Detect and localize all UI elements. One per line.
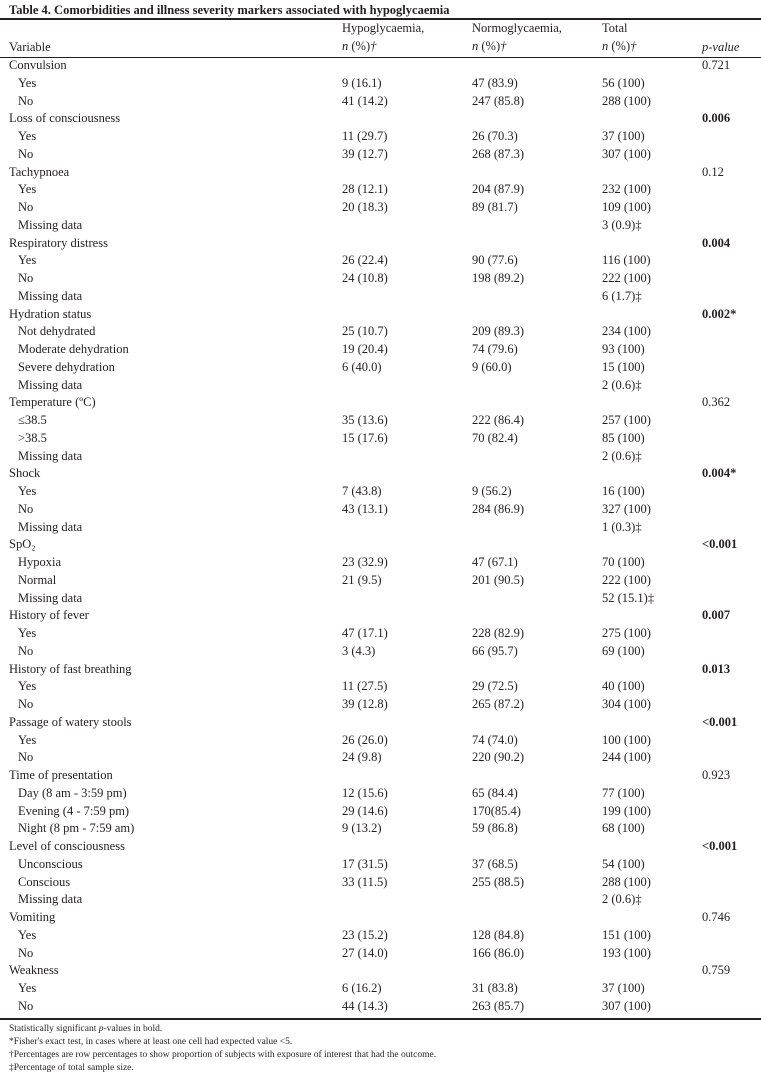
- row-label: Hydration status: [9, 306, 92, 321]
- header-total-title: Total: [602, 21, 628, 35]
- row-label: No: [18, 750, 34, 765]
- row-label: No: [18, 998, 34, 1013]
- table-row: [0, 448, 761, 466]
- total-cell: 151 (100): [602, 927, 651, 942]
- table-row: [0, 980, 761, 998]
- total-cell: 222 (100): [602, 271, 651, 285]
- p-value-cell: 0.004*: [702, 466, 737, 481]
- row-label: Yes: [18, 253, 37, 268]
- p-value-cell: 0.013: [702, 661, 731, 676]
- total-cell: 2 (0.6)‡: [602, 448, 642, 463]
- total-cell: 109 (100): [602, 200, 651, 214]
- table-row: [0, 749, 761, 767]
- p-value-cell: 0.721: [702, 58, 731, 72]
- total-cell: 232 (100): [602, 182, 651, 197]
- hypoglycaemia-cell: 44 (14.3): [342, 998, 388, 1013]
- hypoglycaemia-cell: 26 (26.0): [342, 732, 388, 747]
- normoglycaemia-cell: 37 (68.5): [472, 856, 518, 871]
- row-label: SpO₂: [9, 537, 36, 552]
- row-label: Yes: [18, 182, 37, 197]
- total-cell: 69 (100): [602, 643, 645, 658]
- header-normoglycaemia: [472, 19, 562, 55]
- row-label: No: [18, 697, 34, 711]
- row-label: Missing data: [18, 892, 83, 907]
- hypoglycaemia-cell: 29 (14.6): [342, 803, 388, 818]
- table-group-row: [0, 714, 761, 732]
- table-row: [0, 341, 761, 359]
- total-cell: 100 (100): [602, 732, 651, 747]
- table-row: [0, 146, 761, 164]
- table-row: [0, 998, 761, 1016]
- total-cell: 40 (100): [602, 679, 645, 694]
- row-label: Yes: [18, 927, 37, 942]
- footnote-significance: Statistically significant p-values in bold.: [9, 1024, 163, 1034]
- row-label: Vomiting: [9, 910, 56, 924]
- hypoglycaemia-cell: 33 (11.5): [342, 874, 388, 889]
- row-label: Missing data: [18, 590, 83, 605]
- normoglycaemia-cell: 74 (74.0): [472, 732, 518, 747]
- total-cell: 257 (100): [602, 413, 651, 427]
- table-row: [0, 678, 761, 696]
- p-value-cell: 0.12: [702, 164, 724, 179]
- row-label: Level of consciousness: [9, 839, 125, 853]
- total-cell: 68 (100): [602, 821, 645, 836]
- table-row: [0, 377, 761, 395]
- normoglycaemia-cell: 198 (89.2): [472, 271, 525, 285]
- hypoglycaemia-cell: 12 (15.6): [342, 785, 388, 800]
- normoglycaemia-cell: 74 (79.6): [472, 342, 518, 356]
- total-cell: 52 (15.1)‡: [602, 590, 655, 605]
- normoglycaemia-cell: 228 (82.9): [472, 626, 525, 640]
- hypoglycaemia-cell: 20 (18.3): [342, 200, 388, 214]
- table-group-row: [0, 661, 761, 679]
- total-cell: 116 (100): [602, 253, 651, 268]
- table-row: [0, 430, 761, 448]
- table-group-row: [0, 306, 761, 324]
- normoglycaemia-cell: 31 (83.8): [472, 981, 518, 995]
- footnote-fisher: *Fisher's exact test, in cases where at least one cell had expected value <5.: [9, 1037, 293, 1047]
- normoglycaemia-cell: 268 (87.3): [472, 146, 525, 161]
- normoglycaemia-cell: 209 (89.3): [472, 324, 525, 339]
- header-variable: Variable: [9, 40, 51, 54]
- hypoglycaemia-cell: 15 (17.6): [342, 430, 388, 445]
- hypoglycaemia-cell: 7 (43.8): [342, 484, 382, 498]
- total-cell: 304 (100): [602, 697, 651, 711]
- table-row: [0, 359, 761, 377]
- hypoglycaemia-cell: 23 (15.2): [342, 927, 388, 942]
- hypoglycaemia-cell: 6 (16.2): [342, 981, 382, 995]
- hypoglycaemia-cell: 41 (14.2): [342, 93, 388, 108]
- header-hypoglycaemia-unit: n (%)†: [342, 39, 377, 53]
- row-label: Missing data: [18, 519, 83, 534]
- total-cell: 37 (100): [602, 129, 645, 143]
- table-row: [0, 891, 761, 909]
- row-label: History of fever: [9, 608, 89, 623]
- total-cell: 327 (100): [602, 501, 651, 516]
- p-value-cell: 0.759: [702, 963, 731, 978]
- p-value-cell: <0.001: [702, 537, 738, 552]
- table-row: [0, 217, 761, 235]
- row-label: Yes: [18, 484, 37, 498]
- normoglycaemia-cell: 29 (72.5): [472, 679, 518, 694]
- row-label: Day (8 am - 3:59 pm): [18, 785, 127, 800]
- row-label: Tachypnoea: [9, 164, 70, 179]
- total-cell: 93 (100): [602, 342, 645, 356]
- row-label: Yes: [18, 679, 37, 694]
- row-label: Missing data: [18, 377, 83, 392]
- table-row: [0, 927, 761, 945]
- normoglycaemia-cell: 47 (67.1): [472, 555, 518, 569]
- total-cell: 16 (100): [602, 484, 645, 498]
- row-label: Yes: [18, 75, 37, 90]
- total-cell: 288 (100): [602, 874, 651, 889]
- table-row: [0, 945, 761, 963]
- row-label: Missing data: [18, 448, 83, 463]
- normoglycaemia-cell: 263 (85.7): [472, 998, 525, 1013]
- hypoglycaemia-cell: 47 (17.1): [342, 626, 388, 640]
- normoglycaemia-cell: 201 (90.5): [472, 572, 525, 587]
- normoglycaemia-cell: 128 (84.8): [472, 927, 525, 942]
- table-row: [0, 323, 761, 341]
- header-hypoglycaemia: [342, 19, 424, 55]
- table-row: [0, 820, 761, 838]
- total-cell: 275 (100): [602, 626, 651, 640]
- hypoglycaemia-cell: 24 (9.8): [342, 750, 382, 765]
- hypoglycaemia-cell: 26 (22.4): [342, 253, 388, 268]
- total-cell: 56 (100): [602, 75, 645, 90]
- row-label: No: [18, 271, 34, 285]
- hypoglycaemia-cell: 9 (13.2): [342, 821, 382, 836]
- row-label: Moderate dehydration: [18, 342, 129, 356]
- p-value-cell: 0.007: [702, 608, 731, 623]
- row-label: Missing data: [18, 288, 83, 303]
- row-label: No: [18, 146, 34, 161]
- row-label: Shock: [9, 466, 41, 481]
- total-cell: 54 (100): [602, 856, 645, 871]
- table-group-row: [0, 235, 761, 253]
- hypoglycaemia-cell: 11 (29.7): [342, 129, 388, 143]
- table-row: [0, 501, 761, 519]
- row-label: No: [18, 945, 34, 960]
- row-label: No: [18, 200, 34, 214]
- table-row: [0, 93, 761, 111]
- table-row: [0, 412, 761, 430]
- row-label: Respiratory distress: [9, 235, 108, 250]
- total-cell: 288 (100): [602, 93, 651, 108]
- hypoglycaemia-cell: 28 (12.1): [342, 182, 388, 197]
- hypoglycaemia-cell: 39 (12.8): [342, 697, 388, 711]
- row-label: Unconscious: [18, 856, 83, 871]
- table-group-row: [0, 394, 761, 412]
- normoglycaemia-cell: 265 (87.2): [472, 697, 525, 711]
- row-label: Time of presentation: [9, 768, 113, 782]
- header-normoglycaemia-title: Normoglycaemia,: [472, 21, 562, 35]
- total-cell: 85 (100): [602, 430, 645, 445]
- table-row: [0, 75, 761, 93]
- row-label: Weakness: [9, 963, 59, 978]
- hypoglycaemia-cell: 23 (32.9): [342, 555, 388, 569]
- hypoglycaemia-cell: 25 (10.7): [342, 324, 388, 339]
- hypoglycaemia-cell: 39 (12.7): [342, 146, 388, 161]
- normoglycaemia-cell: 222 (86.4): [472, 413, 525, 427]
- table-group-row: [0, 164, 761, 182]
- total-cell: 1 (0.3)‡: [602, 519, 642, 534]
- normoglycaemia-cell: 204 (87.9): [472, 182, 525, 197]
- normoglycaemia-cell: 170(85.4): [472, 803, 521, 818]
- p-value-cell: 0.746: [702, 910, 731, 924]
- p-value-cell: 0.002*: [702, 306, 737, 321]
- table-caption: Table 4. Comorbidities and illness severity markers associated with hypoglycaemia: [9, 3, 450, 17]
- table-row: [0, 856, 761, 874]
- normoglycaemia-cell: 70 (82.4): [472, 430, 518, 445]
- normoglycaemia-cell: 220 (90.2): [472, 750, 525, 765]
- table-group-row: [0, 767, 761, 785]
- row-label: No: [18, 93, 34, 108]
- row-label: No: [18, 643, 34, 658]
- header-normoglycaemia-unit: n (%)†: [472, 39, 507, 53]
- normoglycaemia-cell: 166 (86.0): [472, 945, 525, 960]
- total-cell: 307 (100): [602, 998, 651, 1013]
- p-value-cell: 0.006: [702, 111, 731, 126]
- table-row: [0, 625, 761, 643]
- total-cell: 15 (100): [602, 359, 645, 374]
- total-cell: 222 (100): [602, 572, 651, 587]
- header-total-unit: n (%)†: [602, 39, 637, 53]
- total-cell: 2 (0.6)‡: [602, 892, 642, 907]
- table-row: [0, 643, 761, 661]
- hypoglycaemia-cell: 35 (13.6): [342, 413, 388, 427]
- table-row: [0, 181, 761, 199]
- normoglycaemia-cell: 47 (83.9): [472, 75, 518, 90]
- table-group-row: [0, 962, 761, 980]
- hypoglycaemia-cell: 3 (4.3): [342, 643, 376, 658]
- normoglycaemia-cell: 89 (81.7): [472, 200, 518, 214]
- row-label: No: [18, 501, 34, 516]
- p-value-cell: 0.004: [702, 235, 731, 250]
- header-hypoglycaemia-title: Hypoglycaemia,: [342, 21, 425, 35]
- footnote-row-percentages: †Percentages are row percentages to show proportion of subjects with exposure of interest that had the outcome.: [9, 1050, 437, 1060]
- table-row: [0, 270, 761, 288]
- normoglycaemia-cell: 247 (85.8): [472, 93, 525, 108]
- table-body: [0, 57, 761, 1016]
- row-label: Not dehydrated: [18, 324, 96, 339]
- total-cell: 2 (0.6)‡: [602, 377, 642, 392]
- table-row: [0, 288, 761, 306]
- table-group-row: [0, 909, 761, 927]
- normoglycaemia-cell: 255 (88.5): [472, 874, 525, 889]
- table-group-row: [0, 110, 761, 128]
- p-value-cell: 0.362: [702, 395, 731, 410]
- p-value-cell: <0.001: [702, 839, 738, 853]
- row-label: Missing data: [18, 217, 83, 232]
- row-label: Yes: [18, 129, 37, 143]
- row-label: Temperature (ºC): [9, 395, 96, 410]
- row-label: Normal: [18, 572, 57, 587]
- total-cell: 193 (100): [602, 945, 651, 960]
- table-row: [0, 199, 761, 217]
- total-cell: 307 (100): [602, 146, 651, 161]
- table-row: [0, 803, 761, 821]
- table-row: [0, 252, 761, 270]
- total-cell: 199 (100): [602, 803, 651, 818]
- table-row: [0, 785, 761, 803]
- total-cell: 77 (100): [602, 785, 645, 800]
- normoglycaemia-cell: 65 (84.4): [472, 785, 518, 800]
- p-value-cell: 0.923: [702, 768, 731, 782]
- normoglycaemia-cell: 9 (60.0): [472, 359, 512, 374]
- normoglycaemia-cell: 59 (86.8): [472, 821, 518, 836]
- total-cell: 6 (1.7)‡: [602, 288, 642, 303]
- row-label: Evening (4 - 7:59 pm): [18, 803, 130, 818]
- table-bottom-rule: [0, 1018, 761, 1020]
- p-value-cell: <0.001: [702, 714, 738, 729]
- total-cell: 234 (100): [602, 324, 651, 339]
- normoglycaemia-cell: 9 (56.2): [472, 484, 512, 498]
- row-label: Severe dehydration: [18, 359, 115, 374]
- row-label: Night (8 pm - 7:59 am): [18, 821, 135, 836]
- table-group-row: [0, 536, 761, 554]
- row-label: Passage of watery stools: [9, 714, 132, 729]
- normoglycaemia-cell: 90 (77.6): [472, 253, 518, 268]
- table-row: [0, 572, 761, 590]
- hypoglycaemia-cell: 9 (16.1): [342, 75, 382, 90]
- row-label: Conscious: [18, 874, 71, 889]
- table-group-row: [0, 607, 761, 625]
- hypoglycaemia-cell: 43 (13.1): [342, 501, 388, 516]
- table-group-row: [0, 838, 761, 856]
- row-label: Loss of consciousness: [9, 111, 121, 126]
- normoglycaemia-cell: 66 (95.7): [472, 643, 518, 658]
- total-cell: 37 (100): [602, 981, 645, 995]
- hypoglycaemia-cell: 19 (20.4): [342, 342, 388, 356]
- hypoglycaemia-cell: 11 (27.5): [342, 679, 388, 694]
- table-row: [0, 128, 761, 146]
- table-group-row: [0, 465, 761, 483]
- row-label: Convulsion: [9, 58, 67, 72]
- row-label: Yes: [18, 732, 37, 747]
- hypoglycaemia-cell: 17 (31.5): [342, 856, 388, 871]
- normoglycaemia-cell: 284 (86.9): [472, 501, 525, 516]
- table-row: [0, 483, 761, 501]
- hypoglycaemia-cell: 21 (9.5): [342, 572, 382, 587]
- row-label: >38.5: [18, 430, 47, 445]
- normoglycaemia-cell: 26 (70.3): [472, 129, 518, 143]
- header-total: [602, 19, 636, 55]
- table-row: [0, 874, 761, 892]
- row-label: ≤38.5: [18, 413, 47, 427]
- table-row: [0, 554, 761, 572]
- row-label: Yes: [18, 626, 37, 640]
- footnote-total-percentage: ‡Percentage of total sample size.: [9, 1063, 134, 1073]
- hypoglycaemia-cell: 24 (10.8): [342, 271, 388, 285]
- table-group-row: [0, 57, 761, 75]
- table-row: [0, 590, 761, 608]
- total-cell: 244 (100): [602, 750, 651, 765]
- hypoglycaemia-cell: 27 (14.0): [342, 945, 388, 960]
- row-label: Hypoxia: [18, 555, 62, 569]
- table-row: [0, 732, 761, 750]
- table-row: [0, 519, 761, 537]
- row-label: Yes: [18, 981, 37, 995]
- row-label: History of fast breathing: [9, 661, 132, 676]
- hypoglycaemia-cell: 6 (40.0): [342, 359, 382, 374]
- total-cell: 3 (0.9)‡: [602, 217, 642, 232]
- header-p-value: p-value: [702, 40, 740, 54]
- table-row: [0, 696, 761, 714]
- total-cell: 70 (100): [602, 555, 645, 569]
